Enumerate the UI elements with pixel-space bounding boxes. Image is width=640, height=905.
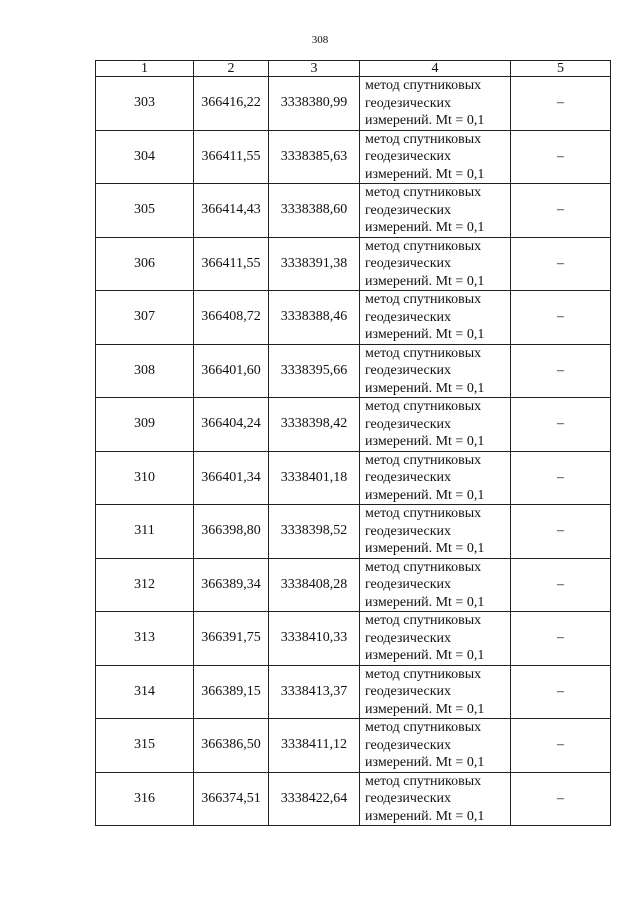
y-coordinate: 3338401,18 [269, 451, 360, 505]
x-coordinate: 366374,51 [194, 772, 269, 826]
method-line-2: геодезических [365, 630, 452, 646]
method-line-3: измерений. Mt = 0,1 [365, 380, 485, 396]
y-coordinate: 3338391,38 [269, 237, 360, 291]
method-line-2: геодезических [365, 523, 452, 539]
table-row [96, 237, 611, 291]
method-line-2: геодезических [365, 363, 452, 378]
method-line-2: геодезических [365, 256, 452, 271]
method-line-3: измерений. Mt = 0,1 [365, 594, 485, 610]
method-cell [360, 398, 511, 452]
method-cell [360, 77, 511, 131]
method-line-1: метод спутниковых [365, 452, 482, 468]
y-coordinate: 3338413,37 [269, 665, 360, 719]
method-line-2: геодезических [365, 309, 452, 325]
method-cell [360, 184, 511, 238]
method-line-2: геодезических [365, 737, 452, 753]
method-line-3: измерений. Mt = 0,1 [365, 327, 485, 342]
y-coordinate: 3338422,64 [269, 772, 360, 826]
y-coordinate: 3338388,46 [269, 291, 360, 345]
method-line-1: метод спутниковых [365, 399, 482, 414]
extra-cell: – [511, 451, 611, 505]
method-line-1: метод спутниковых [365, 78, 482, 93]
table-row [96, 719, 611, 773]
method-line-3: измерений. Mt = 0,1 [365, 434, 485, 449]
point-number: 309 [96, 398, 194, 452]
method-line-2: геодезических [365, 577, 452, 592]
table-row [96, 344, 611, 398]
x-coordinate: 366391,75 [194, 612, 269, 666]
table-row [96, 398, 611, 452]
extra-cell: – [511, 719, 611, 773]
method-line-3: измерений. Mt = 0,1 [365, 273, 485, 289]
extra-cell: – [511, 505, 611, 559]
table-row [96, 558, 611, 612]
method-line-3: измерений. Mt = 0,1 [365, 220, 485, 235]
page-number: 308 [311, 34, 329, 46]
x-coordinate: 366401,60 [194, 344, 269, 398]
extra-cell: – [511, 398, 611, 452]
method-line-2: геодезических [365, 470, 452, 485]
table-row [96, 77, 611, 131]
table-row [96, 130, 611, 184]
method-line-2: геодезических [365, 95, 452, 111]
method-cell [360, 558, 511, 612]
y-coordinate: 3338395,66 [269, 344, 360, 398]
point-number: 304 [96, 130, 194, 184]
x-coordinate: 366411,55 [194, 130, 269, 184]
method-cell [360, 612, 511, 666]
table-row [96, 291, 611, 345]
extra-cell: – [511, 665, 611, 719]
method-cell [360, 665, 511, 719]
point-number: 310 [96, 451, 194, 505]
point-number: 306 [96, 237, 194, 291]
method-line-3: измерений. Mt = 0,1 [365, 808, 485, 824]
method-cell [360, 505, 511, 559]
method-line-1: метод спутниковых [365, 720, 482, 735]
method-line-1: метод спутниковых [365, 613, 482, 628]
x-coordinate: 366414,43 [194, 184, 269, 238]
point-number: 316 [96, 772, 194, 826]
method-line-1: метод спутниковых [365, 345, 482, 361]
y-coordinate: 3338385,63 [269, 130, 360, 184]
method-line-2: геодезических [365, 684, 452, 699]
point-number: 303 [96, 77, 194, 131]
table-row [96, 665, 611, 719]
y-coordinate: 3338380,99 [269, 77, 360, 131]
extra-cell: – [511, 130, 611, 184]
method-line-1: метод спутниковых [365, 185, 482, 200]
point-number: 308 [96, 344, 194, 398]
method-cell [360, 130, 511, 184]
method-cell [360, 451, 511, 505]
point-number: 312 [96, 558, 194, 612]
method-line-1: метод спутниковых [365, 238, 482, 254]
method-line-1: метод спутниковых [365, 666, 482, 682]
point-number: 305 [96, 184, 194, 238]
extra-cell: – [511, 184, 611, 238]
method-line-2: геодезических [365, 202, 452, 218]
table-row [96, 184, 611, 238]
method-cell [360, 344, 511, 398]
method-line-3: измерений. Mt = 0,1 [365, 166, 485, 182]
method-line-3: измерений. Mt = 0,1 [365, 701, 485, 717]
y-coordinate: 3338410,33 [269, 612, 360, 666]
method-line-3: измерений. Mt = 0,1 [365, 487, 485, 503]
x-coordinate: 366411,55 [194, 237, 269, 291]
method-line-3: измерений. Mt = 0,1 [365, 113, 485, 128]
method-cell [360, 237, 511, 291]
method-line-1: метод спутниковых [365, 131, 482, 147]
extra-cell: – [511, 344, 611, 398]
extra-cell: – [511, 772, 611, 826]
method-cell [360, 719, 511, 773]
table-row [96, 505, 611, 559]
table-row [96, 772, 611, 826]
table-row [96, 451, 611, 505]
method-line-2: геодезических [365, 791, 452, 806]
point-number: 315 [96, 719, 194, 773]
extra-cell: – [511, 558, 611, 612]
method-line-3: измерений. Mt = 0,1 [365, 648, 485, 663]
method-line-1: метод спутниковых [365, 292, 482, 307]
y-coordinate: 3338408,28 [269, 558, 360, 612]
method-line-3: измерений. Mt = 0,1 [365, 755, 485, 770]
x-coordinate: 366386,50 [194, 719, 269, 773]
method-line-3: измерений. Mt = 0,1 [365, 541, 485, 556]
x-coordinate: 366416,22 [194, 77, 269, 131]
extra-cell: – [511, 237, 611, 291]
point-number: 313 [96, 612, 194, 666]
extra-cell: – [511, 77, 611, 131]
point-number: 311 [96, 505, 194, 559]
coordinates-table [95, 60, 611, 826]
extra-cell: – [511, 291, 611, 345]
point-number: 307 [96, 291, 194, 345]
x-coordinate: 366401,34 [194, 451, 269, 505]
method-line-2: геодезических [365, 149, 452, 164]
x-coordinate: 366398,80 [194, 505, 269, 559]
y-coordinate: 3338411,12 [269, 719, 360, 773]
extra-cell: – [511, 612, 611, 666]
header-col-1: 1 [96, 61, 194, 77]
y-coordinate: 3338398,42 [269, 398, 360, 452]
x-coordinate: 366404,24 [194, 398, 269, 452]
x-coordinate: 366389,34 [194, 558, 269, 612]
point-number: 314 [96, 665, 194, 719]
method-line-1: метод спутниковых [365, 559, 482, 575]
x-coordinate: 366408,72 [194, 291, 269, 345]
y-coordinate: 3338388,60 [269, 184, 360, 238]
x-coordinate: 366389,15 [194, 665, 269, 719]
method-line-1: метод спутниковых [365, 506, 482, 521]
table-row [96, 612, 611, 666]
method-cell [360, 291, 511, 345]
method-line-1: метод спутниковых [365, 773, 482, 789]
header-col-5: 5 [511, 61, 611, 77]
method-line-2: геодезических [365, 416, 452, 432]
method-cell [360, 772, 511, 826]
header-row [96, 61, 611, 77]
header-col-4: 4 [360, 61, 511, 77]
header-col-2: 2 [194, 61, 269, 77]
header-col-3: 3 [269, 61, 360, 77]
y-coordinate: 3338398,52 [269, 505, 360, 559]
